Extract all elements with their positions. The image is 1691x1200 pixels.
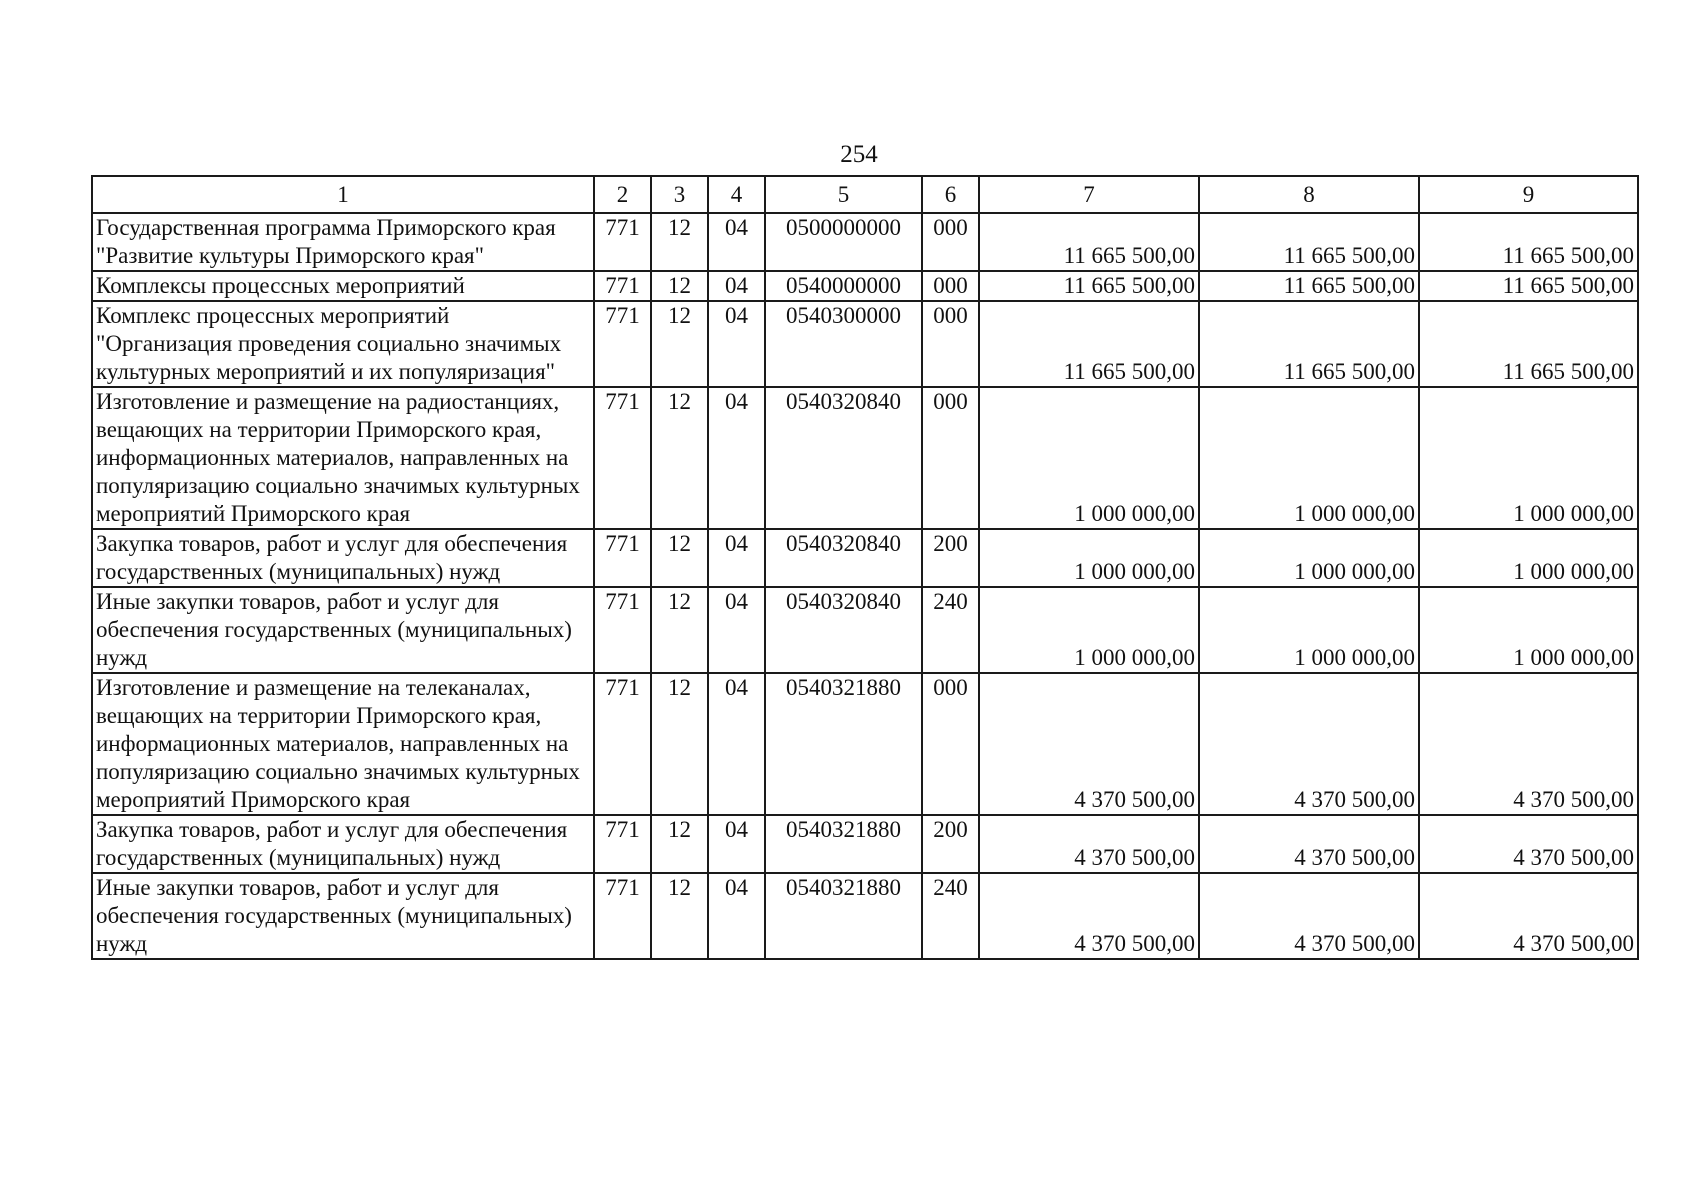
amount-col9: 1 000 000,00 <box>1419 587 1638 673</box>
column-number: 2 <box>594 176 651 213</box>
subsection-code: 04 <box>708 673 765 815</box>
section-code: 12 <box>651 815 708 873</box>
item-name: Изготовление и размещение на радиостанциях, вещающих на территории Приморского края, информационных материалов, направленных на популяризацию социально значимых культурных мероприятий Приморского края <box>92 387 594 529</box>
amount-col7: 11 665 500,00 <box>979 271 1199 301</box>
amount-col9: 4 370 500,00 <box>1419 673 1638 815</box>
amount-col8: 11 665 500,00 <box>1199 301 1419 387</box>
expense-type-code: 000 <box>922 673 979 815</box>
ministry-code: 771 <box>594 815 651 873</box>
expense-type-code: 000 <box>922 213 979 271</box>
section-code: 12 <box>651 587 708 673</box>
column-number: 8 <box>1199 176 1419 213</box>
target-article-code: 0540320840 <box>765 387 922 529</box>
item-name: Комплексы процессных мероприятий <box>92 271 594 301</box>
target-article-code: 0540321880 <box>765 815 922 873</box>
table-row <box>92 301 1638 387</box>
column-number: 3 <box>651 176 708 213</box>
expense-type-code: 000 <box>922 271 979 301</box>
amount-col7: 4 370 500,00 <box>979 673 1199 815</box>
table-row <box>92 673 1638 815</box>
item-name: Закупка товаров, работ и услуг для обеспечения государственных (муниципальных) нужд <box>92 815 594 873</box>
amount-col8: 11 665 500,00 <box>1199 271 1419 301</box>
subsection-code: 04 <box>708 815 765 873</box>
subsection-code: 04 <box>708 271 765 301</box>
column-number: 7 <box>979 176 1199 213</box>
page-number: 254 <box>840 141 878 168</box>
item-name: Государственная программа Приморского края "Развитие культуры Приморского края" <box>92 213 594 271</box>
item-name: Изготовление и размещение на телеканалах, вещающих на территории Приморского края, информационных материалов, направленных на популяризацию социально значимых культурных мероприятий Приморского края <box>92 673 594 815</box>
subsection-code: 04 <box>708 587 765 673</box>
table-row <box>92 213 1638 271</box>
amount-col9: 11 665 500,00 <box>1419 213 1638 271</box>
section-code: 12 <box>651 673 708 815</box>
subsection-code: 04 <box>708 301 765 387</box>
ministry-code: 771 <box>594 387 651 529</box>
ministry-code: 771 <box>594 271 651 301</box>
column-number: 1 <box>92 176 594 213</box>
column-number: 9 <box>1419 176 1638 213</box>
amount-col7: 1 000 000,00 <box>979 529 1199 587</box>
table-row <box>92 387 1638 529</box>
item-name: Иные закупки товаров, работ и услуг для обеспечения государственных (муниципальных) нужд <box>92 587 594 673</box>
expense-type-code: 200 <box>922 815 979 873</box>
section-code: 12 <box>651 873 708 959</box>
amount-col9: 4 370 500,00 <box>1419 873 1638 959</box>
amount-col9: 1 000 000,00 <box>1419 387 1638 529</box>
table-row <box>92 873 1638 959</box>
amount-col8: 1 000 000,00 <box>1199 529 1419 587</box>
expense-type-code: 200 <box>922 529 979 587</box>
amount-col9: 4 370 500,00 <box>1419 815 1638 873</box>
expense-type-code: 240 <box>922 873 979 959</box>
amount-col8: 11 665 500,00 <box>1199 213 1419 271</box>
amount-col7: 11 665 500,00 <box>979 301 1199 387</box>
ministry-code: 771 <box>594 587 651 673</box>
section-code: 12 <box>651 301 708 387</box>
column-number-row <box>92 176 1638 213</box>
amount-col8: 4 370 500,00 <box>1199 673 1419 815</box>
ministry-code: 771 <box>594 873 651 959</box>
amount-col8: 1 000 000,00 <box>1199 587 1419 673</box>
target-article-code: 0540321880 <box>765 873 922 959</box>
section-code: 12 <box>651 387 708 529</box>
section-code: 12 <box>651 271 708 301</box>
expense-type-code: 240 <box>922 587 979 673</box>
table-row <box>92 529 1638 587</box>
section-code: 12 <box>651 529 708 587</box>
amount-col8: 1 000 000,00 <box>1199 387 1419 529</box>
target-article-code: 0500000000 <box>765 213 922 271</box>
item-name: Комплекс процессных мероприятий "Организация проведения социально значимых культурных мероприятий и их популяризация" <box>92 301 594 387</box>
ministry-code: 771 <box>594 529 651 587</box>
expense-type-code: 000 <box>922 301 979 387</box>
amount-col7: 4 370 500,00 <box>979 815 1199 873</box>
target-article-code: 0540000000 <box>765 271 922 301</box>
subsection-code: 04 <box>708 387 765 529</box>
amount-col8: 4 370 500,00 <box>1199 873 1419 959</box>
section-code: 12 <box>651 213 708 271</box>
ministry-code: 771 <box>594 301 651 387</box>
target-article-code: 0540321880 <box>765 673 922 815</box>
column-number: 6 <box>922 176 979 213</box>
ministry-code: 771 <box>594 673 651 815</box>
table-row <box>92 587 1638 673</box>
item-name: Иные закупки товаров, работ и услуг для обеспечения государственных (муниципальных) нужд <box>92 873 594 959</box>
budget-table <box>91 175 1639 960</box>
amount-col7: 1 000 000,00 <box>979 587 1199 673</box>
subsection-code: 04 <box>708 213 765 271</box>
amount-col9: 11 665 500,00 <box>1419 301 1638 387</box>
target-article-code: 0540320840 <box>765 587 922 673</box>
subsection-code: 04 <box>708 873 765 959</box>
column-number: 5 <box>765 176 922 213</box>
amount-col9: 1 000 000,00 <box>1419 529 1638 587</box>
amount-col8: 4 370 500,00 <box>1199 815 1419 873</box>
amount-col7: 4 370 500,00 <box>979 873 1199 959</box>
table-row <box>92 815 1638 873</box>
amount-col9: 11 665 500,00 <box>1419 271 1638 301</box>
amount-col7: 1 000 000,00 <box>979 387 1199 529</box>
amount-col7: 11 665 500,00 <box>979 213 1199 271</box>
item-name: Закупка товаров, работ и услуг для обеспечения государственных (муниципальных) нужд <box>92 529 594 587</box>
target-article-code: 0540320840 <box>765 529 922 587</box>
column-number: 4 <box>708 176 765 213</box>
expense-type-code: 000 <box>922 387 979 529</box>
table-row <box>92 271 1638 301</box>
ministry-code: 771 <box>594 213 651 271</box>
subsection-code: 04 <box>708 529 765 587</box>
target-article-code: 0540300000 <box>765 301 922 387</box>
